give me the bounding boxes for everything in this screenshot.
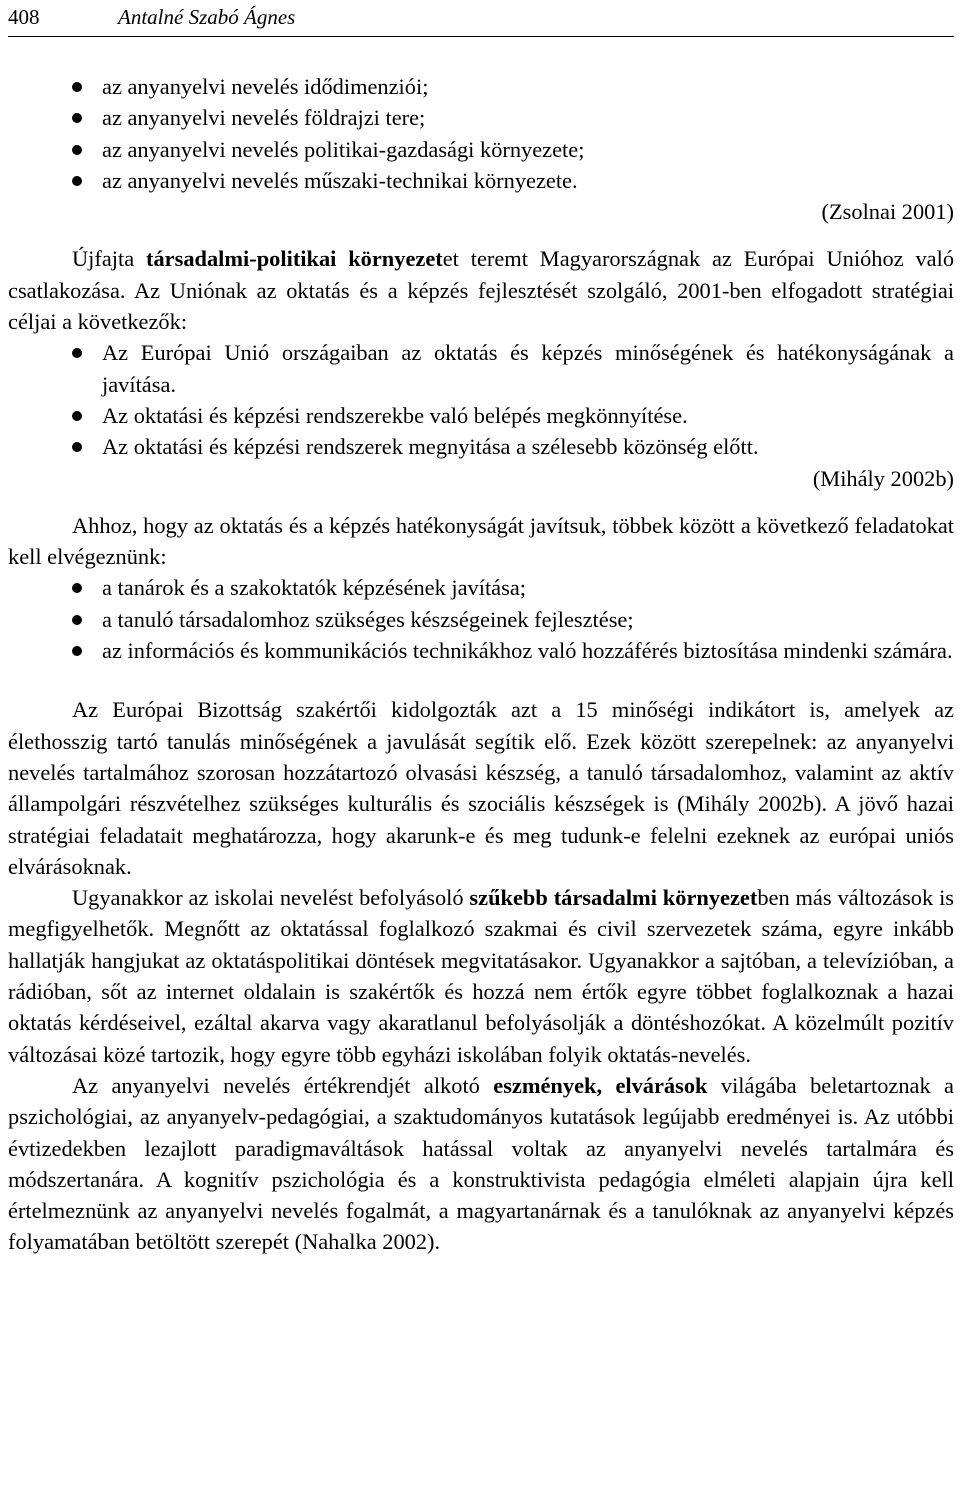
bullet-icon <box>72 145 82 155</box>
list-item: az anyanyelvi nevelés műszaki-technikai környezete. <box>8 165 954 196</box>
citation: (Zsolnai 2001) <box>821 199 954 225</box>
list-goals <box>8 337 954 462</box>
document-body <box>8 71 954 1258</box>
paragraph: Újfajta társadalmi-politikai környezetet teremt Magyarországnak az Európai Unióhoz való csatlakozása. Az Uniónak az oktatás és a képzés fejlesztését szolgáló, 2001-ben elfogadott stratégiai céljai a következők: <box>8 246 955 335</box>
list-item: az információs és kommunikációs technikákhoz való hozzáférés biztosítása mindenki számára. <box>8 635 954 666</box>
list-item: az anyanyelvi nevelés politikai-gazdasági környezete; <box>8 134 954 165</box>
list-item: a tanárok és a szakoktatók képzésének javítása; <box>8 572 954 603</box>
list-item: az anyanyelvi nevelés idődimenziói; <box>8 71 954 102</box>
bullet-icon <box>72 176 82 186</box>
list-item: Az Európai Unió országaiban az oktatás és képzés minőségének és hatékonyságának a javítása. <box>8 337 954 400</box>
running-author: Antalné Szabó Ágnes <box>118 5 296 29</box>
running-header <box>8 2 954 37</box>
list-item: Az oktatási és képzési rendszerekbe való belépés megkönnyítése. <box>8 400 954 431</box>
paragraph: Az Európai Bizottság szakértői kidolgozták azt a 15 minőségi indikátort is, amelyek az élethosszig tartó tanulás minőségének a javulását segítik elő. Ezek között szerepelnek: az anyanyelvi nevelés tartalmához szorosan hozzátartozó olvasási készség, a tanuló társadalomhoz, valamint az aktív állampolgári részvételhez szükséges kulturális és szociális készségek is (Mihály 2002b). A jövő hazai stratégiai feladatait meghatározza, hogy akarunk-e és meg tudunk-e felelni ezeknek az európai uniós elvárásoknak. <box>8 697 954 879</box>
bullet-icon <box>72 583 82 593</box>
bullet-icon <box>72 113 82 123</box>
list-item: Az oktatási és képzési rendszerek megnyitása a szélesebb közönség előtt. <box>8 431 954 462</box>
bullet-icon <box>72 411 82 421</box>
paragraph: Ugyanakkor az iskolai nevelést befolyásoló szűkebb társadalmi környezetben más változások is megfigyelhetők. Megnőtt az oktatással foglalkozó szakmai és civil szervezetek száma, egyre inkább hallatják hangjukat az oktatáspolitikai döntések megvitatásakor. Ugyanakkor a sajtóban, a televízióban, a rádióban, sőt az internet oldalain is szakértők és hozzá nem értők egyre többet foglalkoznak a hazai oktatás kérdéseivel, ezáltal akarva vagy akaratlanul befolyásolják a döntéshozókat. A közelmúlt pozitív változásai közé tartozik, hogy egyre több egyházi iskolában folyik oktatás-nevelés. <box>8 885 954 1067</box>
list-item: az anyanyelvi nevelés földrajzi tere; <box>8 102 954 133</box>
bullet-icon <box>72 615 82 625</box>
bullet-icon <box>72 442 82 452</box>
paragraph: Ahhoz, hogy az oktatás és a képzés hatékonyságát javítsuk, többek között a következő feladatokat kell elvégeznünk: <box>8 512 954 570</box>
bullet-icon <box>72 82 82 92</box>
list-item: a tanuló társadalomhoz szükséges készségeinek fejlesztése; <box>8 604 954 635</box>
bullet-icon <box>72 646 82 656</box>
page-number: 408 <box>8 5 40 29</box>
citation: (Mihály 2002b) <box>812 465 954 491</box>
list-dimensions <box>8 71 954 196</box>
bullet-icon <box>72 348 82 358</box>
list-tasks <box>8 572 954 666</box>
document-page <box>8 0 954 1505</box>
paragraph: Az anyanyelvi nevelés értékrendjét alkotó eszmények, elvárások világába beletartoznak a pszichológiai, az anyanyelv-pedagógiai, a szaktudományos kutatások legújabb eredményei is. Az utóbbi évtizedekben lezajlott paradigmaváltások hatással voltak az anyanyelvi nevelés tartalmára és módszertanára. A kognitív pszichológia és a konstruktivista pedagógia elméleti alapjain újra kell értelmeznünk az anyanyelvi nevelés fogalmát, a magyartanárnak és a tanulóknak az anyanyelvi képzés folyamatában betöltött szerepét (Nahalka 2002). <box>8 1072 954 1255</box>
